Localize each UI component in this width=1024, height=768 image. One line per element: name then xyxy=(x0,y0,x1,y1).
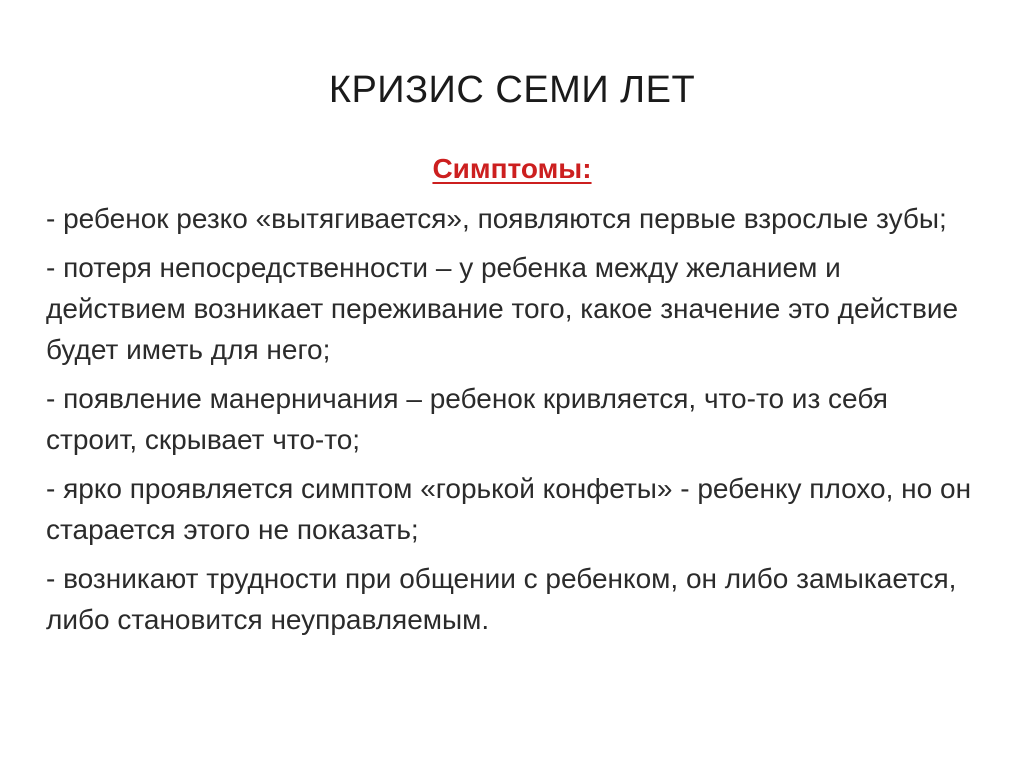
symptom-list xyxy=(46,198,981,648)
section-heading-text: Симптомы: xyxy=(432,153,592,184)
list-item: - возникают трудности при общении с ребенком, он либо замыкается, либо становится неуправляемым. xyxy=(46,563,957,635)
list-item: - появление манерничания – ребенок кривляется, что-то из себя строит, скрывает что-то; xyxy=(46,383,888,455)
list-item: - ярко проявляется симптом «горькой конфеты» - ребенку плохо, но он старается этого не показать; xyxy=(46,473,972,545)
section-heading xyxy=(0,150,1024,188)
slide-title: КРИЗИС СЕМИ ЛЕТ xyxy=(328,69,696,111)
list-item: - потеря непосредственности – у ребенка между желанием и действием возникает переживание того, какое значение это действие будет иметь для него; xyxy=(46,252,959,365)
list-item: - ребенок резко «вытягивается», появляются первые взрослые зубы; xyxy=(46,203,947,234)
